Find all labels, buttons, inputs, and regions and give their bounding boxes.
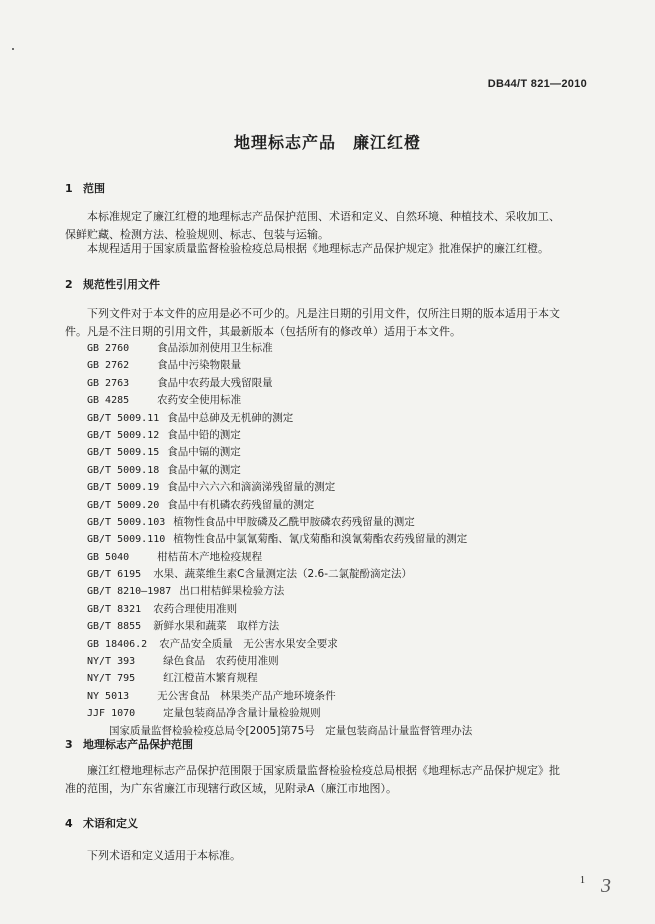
reference-code: GB/T 8855 bbox=[87, 621, 142, 633]
section-number: 3 bbox=[65, 738, 73, 751]
reference-code: GB/T 5009.103 bbox=[87, 516, 166, 528]
reference-code: GB/T 5009.12 bbox=[87, 429, 160, 441]
section-1-paragraph-2 bbox=[65, 240, 590, 258]
reference-item bbox=[65, 601, 605, 618]
reference-code: GB/T 8210—1987 bbox=[87, 586, 172, 598]
reference-title: 植物性食品中甲胺磷及乙酰甲胺磷农药残留量的测定 bbox=[173, 515, 415, 528]
section-1-paragraph-1 bbox=[65, 208, 590, 244]
reference-item bbox=[65, 462, 605, 479]
text-line: 廉江红橙地理标志产品保护范围限于国家质量监督检验检疫总局根据《地理标志产品保护规定》批 bbox=[87, 764, 560, 777]
reference-item bbox=[65, 410, 605, 427]
handwritten-mark: 3 bbox=[601, 875, 611, 897]
section-number: 2 bbox=[65, 278, 73, 291]
reference-code: GB/T 8321 bbox=[87, 603, 142, 615]
reference-item bbox=[65, 653, 605, 670]
text-line: 本标准规定了廉江红橙的地理标志产品保护范围、术语和定义、自然环境、种植技术、采收加工、 bbox=[87, 210, 560, 223]
reference-item bbox=[65, 670, 605, 687]
section-3-heading bbox=[65, 736, 193, 752]
reference-code: NY/T 795 bbox=[87, 673, 136, 685]
reference-title: 植物性食品中氯氰菊酯、氰戊菊酯和溴氰菊酯农药残留量的测定 bbox=[173, 533, 468, 546]
reference-title: 红江橙苗木繁育规程 bbox=[163, 672, 258, 685]
section-4-paragraph bbox=[65, 847, 590, 865]
reference-code: GB/T 5009.15 bbox=[87, 447, 160, 459]
text-line: 下列术语和定义适用于本标准。 bbox=[87, 849, 241, 862]
reference-title: 定量包装商品净含量计量检验规则 bbox=[163, 707, 321, 720]
reference-title: 食品中铅的测定 bbox=[167, 428, 241, 441]
reference-item bbox=[65, 497, 605, 514]
section-1-heading bbox=[65, 180, 105, 196]
reference-item bbox=[65, 531, 605, 548]
reference-title: 柑桔苗木产地检疫规程 bbox=[157, 550, 263, 563]
reference-title: 国家质量监督检验检疫总局令[2005]第75号 定量包装商品计量监督管理办法 bbox=[109, 724, 473, 737]
reference-code: NY/T 393 bbox=[87, 656, 136, 668]
reference-code: GB 18406.2 bbox=[87, 638, 148, 650]
reference-item bbox=[65, 427, 605, 444]
reference-title: 新鲜水果和蔬菜 取样方法 bbox=[153, 620, 280, 633]
reference-item bbox=[65, 357, 605, 374]
reference-list bbox=[65, 340, 605, 740]
reference-title: 农药安全使用标准 bbox=[157, 394, 242, 407]
reference-code: NY 5013 bbox=[87, 690, 130, 702]
page-number: 1 bbox=[580, 875, 585, 886]
text-line: 准的范围，为广东省廉江市现辖行政区域，见附录A（廉江市地图）。 bbox=[65, 782, 398, 795]
section-3-paragraph bbox=[65, 762, 590, 798]
reference-code: JJF 1070 bbox=[87, 708, 136, 720]
text-line: 件。凡是不注日期的引用文件，其最新版本（包括所有的修改单）适用于本文件。 bbox=[65, 325, 461, 338]
section-title: 术语和定义 bbox=[83, 817, 138, 830]
reference-item bbox=[65, 549, 605, 566]
section-2-heading bbox=[65, 276, 160, 292]
reference-title: 出口柑桔鲜果检验方法 bbox=[179, 585, 285, 598]
reference-title: 食品中污染物限量 bbox=[157, 359, 242, 372]
document-code: DB44/T 821—2010 bbox=[487, 78, 587, 90]
reference-code: GB/T 6195 bbox=[87, 569, 142, 581]
reference-title: 绿色食品 农药使用准则 bbox=[163, 655, 279, 668]
reference-code: GB/T 5009.20 bbox=[87, 499, 160, 511]
reference-item bbox=[65, 583, 605, 600]
reference-code: GB 5040 bbox=[87, 551, 130, 563]
reference-item bbox=[65, 688, 605, 705]
reference-item bbox=[65, 566, 605, 583]
reference-title: 食品中氟的测定 bbox=[167, 463, 241, 476]
reference-code: GB/T 5009.18 bbox=[87, 464, 160, 476]
text-line: 本规程适用于国家质量监督检验检疫总局根据《地理标志产品保护规定》批准保护的廉江红橙。 bbox=[87, 242, 549, 255]
section-2-intro bbox=[65, 305, 590, 341]
section-number: 4 bbox=[65, 817, 73, 830]
section-number: 1 bbox=[65, 182, 73, 195]
reference-code: GB/T 5009.11 bbox=[87, 412, 160, 424]
reference-title: 农药合理使用准则 bbox=[153, 602, 238, 615]
document-title: 地理标志产品 廉江红橙 bbox=[233, 133, 421, 152]
reference-code: GB 4285 bbox=[87, 395, 130, 407]
reference-item bbox=[65, 444, 605, 461]
reference-title: 水果、蔬菜维生素C含量测定法（2.6-二氯靛酚滴定法） bbox=[153, 568, 413, 581]
section-title: 地理标志产品保护范围 bbox=[83, 738, 193, 751]
reference-item bbox=[65, 514, 605, 531]
text-line: 下列文件对于本文件的应用是必不可少的。凡是注日期的引用文件，仅所注日期的版本适用于本文 bbox=[87, 307, 560, 320]
reference-title: 农产品安全质量 无公害水果安全要求 bbox=[159, 637, 338, 650]
reference-title: 无公害食品 林果类产品产地环境条件 bbox=[157, 689, 336, 702]
reference-title: 食品中六六六和滴滴涕残留量的测定 bbox=[167, 481, 336, 494]
section-4-heading bbox=[65, 815, 138, 831]
reference-item bbox=[65, 705, 605, 722]
reference-title: 食品中有机磷农药残留量的测定 bbox=[167, 498, 315, 511]
reference-item bbox=[65, 636, 605, 653]
reference-code: GB/T 5009.19 bbox=[87, 482, 160, 494]
reference-item bbox=[65, 392, 605, 409]
reference-code: GB 2763 bbox=[87, 377, 130, 389]
reference-title: 食品中镉的测定 bbox=[167, 446, 241, 459]
section-title: 范围 bbox=[83, 182, 105, 195]
text-line: 保鲜贮藏、检测方法、检验规则、标志、包装与运输。 bbox=[65, 228, 329, 241]
scan-speck bbox=[12, 48, 14, 50]
reference-title: 食品添加剂使用卫生标准 bbox=[157, 342, 273, 354]
reference-code: GB 2760 bbox=[87, 343, 130, 354]
reference-item bbox=[65, 340, 605, 357]
reference-title: 食品中总砷及无机砷的测定 bbox=[167, 411, 294, 424]
reference-item bbox=[65, 618, 605, 635]
reference-code: GB 2762 bbox=[87, 360, 130, 372]
reference-code: GB/T 5009.110 bbox=[87, 534, 166, 546]
reference-item bbox=[65, 375, 605, 392]
reference-title: 食品中农药最大残留限量 bbox=[157, 376, 273, 389]
section-title: 规范性引用文件 bbox=[83, 278, 160, 291]
reference-item bbox=[65, 479, 605, 496]
